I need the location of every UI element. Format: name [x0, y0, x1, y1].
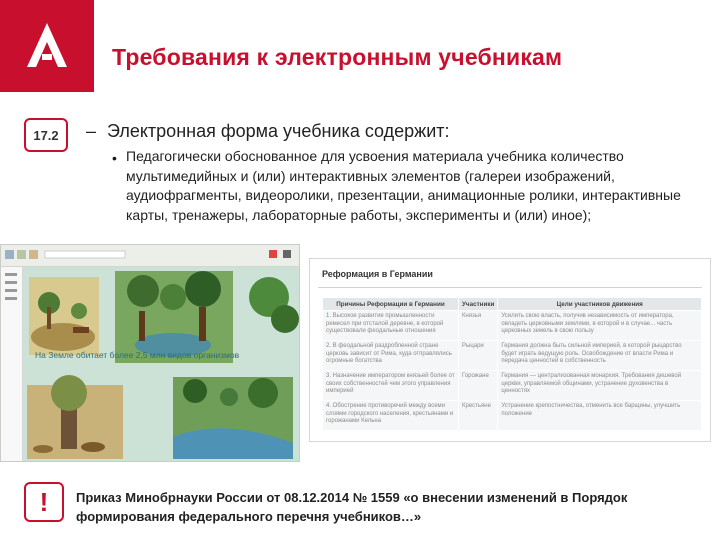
- savanna-image: [29, 277, 99, 355]
- table-row: [323, 401, 702, 431]
- table-cell: Германия — централизованная монархия. Требования дешевой церкви, управляемой общинами, устранение духовенства в ценностях: [498, 371, 702, 401]
- requirement-number-badge: 17.2: [24, 118, 68, 152]
- textbook-example-screenshot-right: [309, 258, 711, 442]
- table-cell: Устранение крепостничества, отменить все барщины, улучшить положение: [498, 401, 702, 431]
- column-header: Причины Реформации в Германии: [323, 298, 459, 311]
- screenshot-content: [23, 267, 300, 462]
- table-cell: 4. Обострение противоречий между всеми слоями городского населения, крестьянами и горожанами Кельна: [323, 401, 459, 431]
- table-header-row: [323, 298, 702, 311]
- table-cell: Германия должна быть сильной империей, в которой рыцарство будет играть ведущую роль. Освобождение от власти Рима и передача ценностей в собственность: [498, 341, 702, 371]
- heading-dash: –: [86, 121, 97, 141]
- column-header: Участники: [459, 298, 498, 311]
- table-row: [323, 311, 702, 341]
- order-reference-text: Приказ Минобрнауки России от 08.12.2014 № 1559 «о внесении изменений в Порядок формирования федерального перечня учебников…»: [76, 490, 628, 524]
- table-cell: Князья: [459, 311, 498, 341]
- exclamation-icon: !: [24, 482, 64, 522]
- requirement-heading: Электронная форма учебника содержит:: [107, 121, 450, 141]
- river-landscape-image: [173, 377, 293, 459]
- table-row: [323, 371, 702, 401]
- textbook-example-screenshot-left: [0, 244, 300, 462]
- table-cell: Горожане: [459, 371, 498, 401]
- page-title: Требования к электронным учебникам: [112, 44, 563, 70]
- table-cell: Рыцари: [459, 341, 498, 371]
- table-cell: 3. Назначение императором князьей более от своих собственностей чем этого управления империей: [323, 371, 459, 401]
- reformation-table: [322, 297, 702, 431]
- table-cell: 2. В феодальной раздробленной стране церковь зависит от Рима, куда отправлялись огромные богатства: [323, 341, 459, 371]
- screenshot-toolbar: [1, 245, 300, 267]
- table-cell: 1. Высокое развитие промышленности ремесел при отсталой деревне, в которой существовали феодальные отношения: [323, 311, 459, 341]
- baobab-image: [27, 375, 123, 459]
- bullet-marker: •: [112, 150, 117, 166]
- table-cell: Крестьяне: [459, 401, 498, 431]
- column-header: Цели участников движения: [498, 298, 702, 311]
- title-divider: [318, 287, 702, 288]
- triangle-logo-icon: [24, 20, 70, 70]
- brand-logo: [0, 0, 94, 92]
- table-row: [323, 341, 702, 371]
- table-cell: Усилить свою власть, получив независимость от императора, овладеть церковными землями, в которой и в случае... часть церковных земель в свою пользу: [498, 311, 702, 341]
- nature-illustrations: [23, 267, 300, 462]
- screenshot-sidebar: [1, 267, 23, 462]
- example-table-title: Реформация в Германии: [322, 269, 433, 279]
- requirement-bullet-text: Педагогически обоснованное для усвоения материала учебника количество мультимедийных и (или) интерактивных элементов (галереи изображений, аудиофрагменты, видеоролики, презентации, анимационные ролики, интерактивные карты, тренажеры, лабораторные работы, эксперименты и (или) иное);: [126, 148, 681, 223]
- example-caption: На Земле обитает более 2,5 млн видов организмов: [35, 350, 240, 360]
